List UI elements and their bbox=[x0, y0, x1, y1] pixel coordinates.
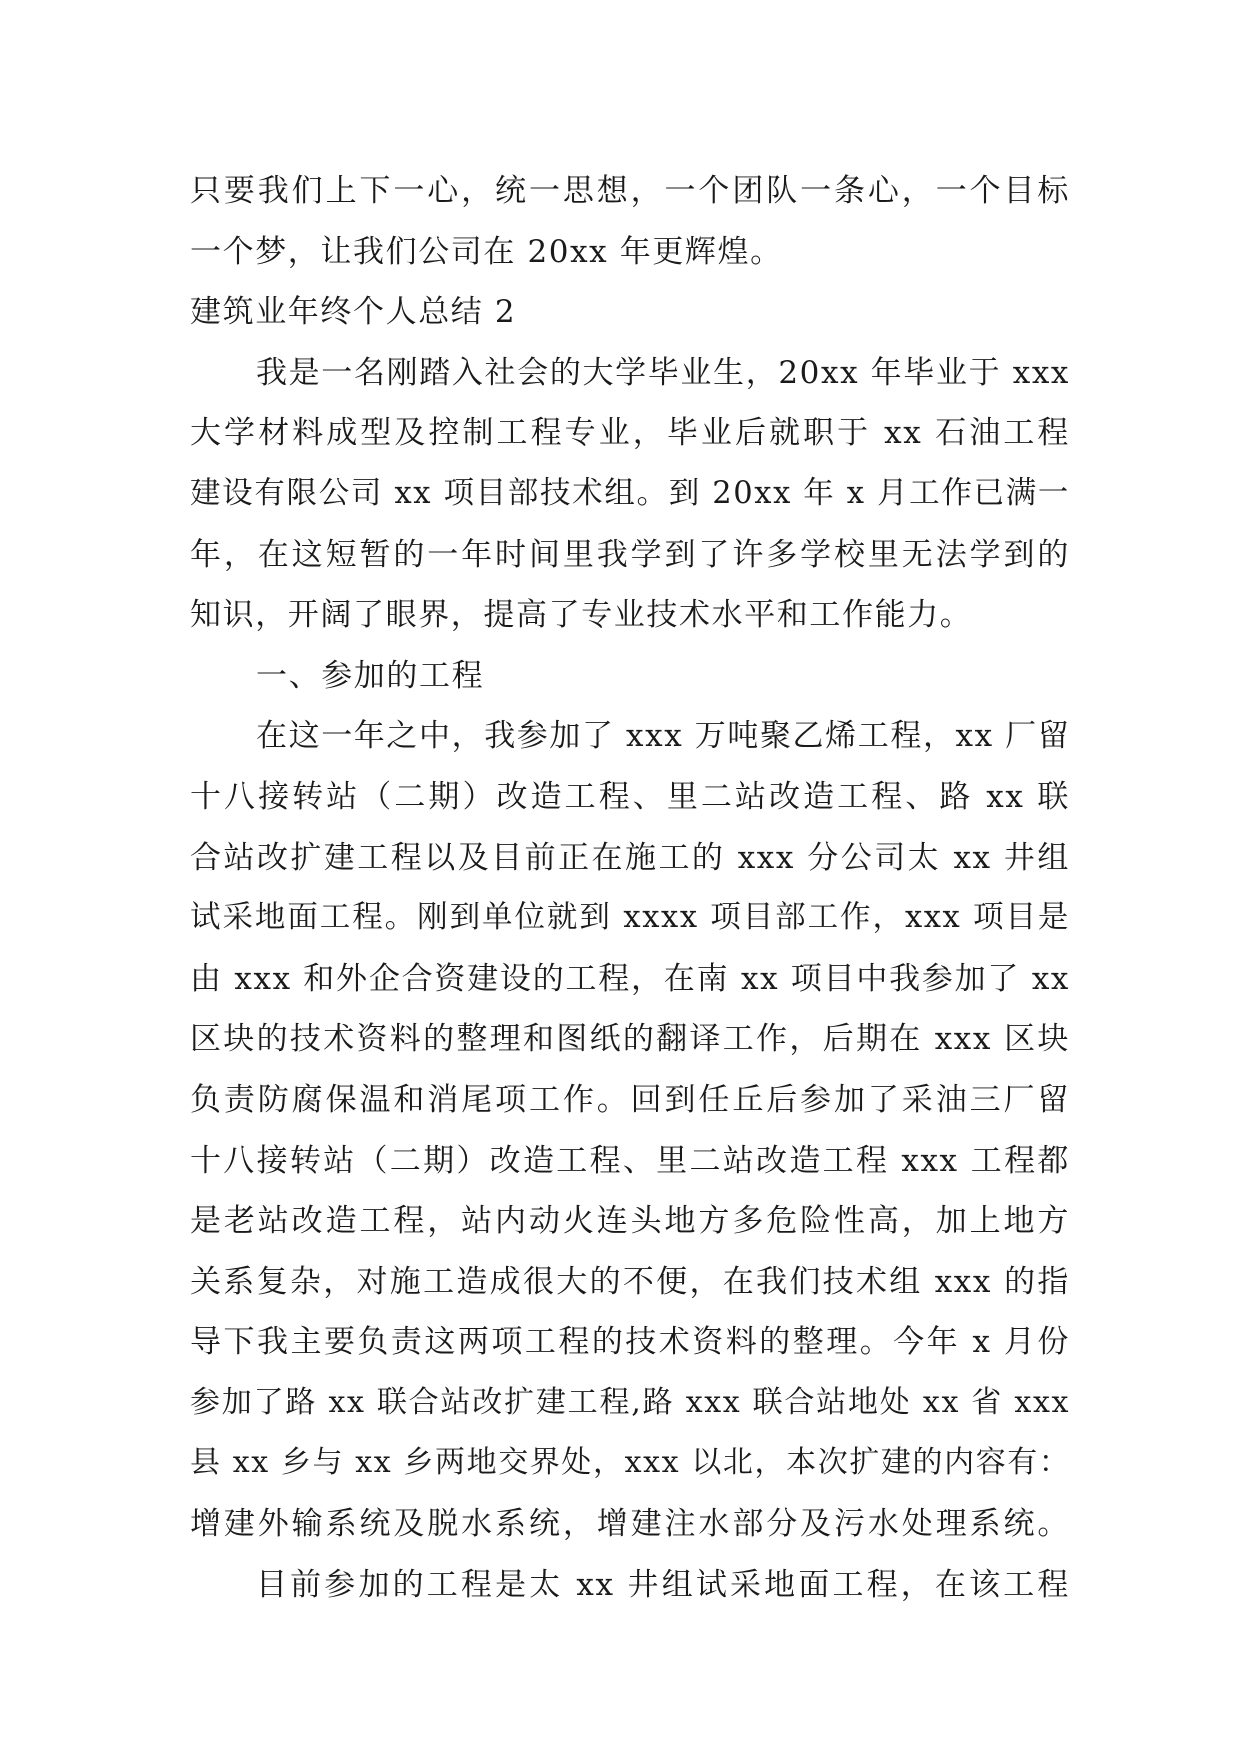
text-line: 参加了路 xx 联合站改扩建工程,路 xxx 联合站地处 xx 省 xxx bbox=[190, 1384, 1070, 1420]
text-line: 知识，开阔了眼界，提高了专业技术水平和工作能力。 bbox=[190, 597, 973, 634]
text-line: 只要我们上下一心，统一思想，一个团队一条心，一个目标 bbox=[190, 173, 1070, 209]
text-line: 导下我主要负责这两项工程的技术资料的整理。今年 x 月份 bbox=[190, 1324, 1070, 1361]
text-line: 县 xx 乡与 xx 乡两地交界处，xxx 以北，本次扩建的内容有： bbox=[190, 1445, 1071, 1481]
text-line: 目前参加的工程是太 xx 井组试采地面工程，在该工程 bbox=[256, 1566, 1070, 1603]
body-text bbox=[190, 161, 1070, 1615]
text-line: 区块的技术资料的整理和图纸的翻译工作，后期在 xxx 区块 bbox=[190, 1021, 1070, 1058]
text-line: 合站改扩建工程以及目前正在施工的 xxx 分公司太 xx 井组 bbox=[190, 839, 1070, 876]
text-line: 十八接转站（二期）改造工程、里二站改造工程 xxx 工程都 bbox=[190, 1142, 1070, 1179]
text-line: 一个梦，让我们公司在 20xx 年更辉煌。 bbox=[190, 233, 783, 270]
text-line: 关系复杂，对施工造成很大的不便，在我们技术组 xxx 的指 bbox=[190, 1263, 1070, 1300]
text-line: 大学材料成型及控制工程专业，毕业后就职于 xx 石油工程 bbox=[190, 415, 1070, 452]
text-line: 建设有限公司 xx 项目部技术组。到 20xx 年 x 月工作已满一 bbox=[190, 475, 1070, 511]
text-line: 负责防腐保温和消尾项工作。回到任丘后参加了采油三厂留 bbox=[190, 1081, 1070, 1118]
text-line: 我是一名刚踏入社会的大学毕业生，20xx 年毕业于 xxx bbox=[256, 354, 1070, 391]
text-line: 年，在这短暂的一年时间里我学到了许多学校里无法学到的 bbox=[190, 536, 1070, 573]
text-line: 是老站改造工程，站内动火连头地方多危险性高，加上地方 bbox=[190, 1203, 1070, 1240]
section-heading: 建筑业年终个人总结 2 bbox=[190, 294, 517, 331]
text-line: 试采地面工程。刚到单位就到 xxxx 项目部工作，xxx 项目是 bbox=[190, 900, 1070, 936]
text-line: 一、参加的工程 bbox=[256, 657, 485, 694]
text-line: 在这一年之中，我参加了 xxx 万吨聚乙烯工程，xx 厂留 bbox=[256, 718, 1071, 755]
text-line: 增建外输系统及脱水系统，增建注水部分及污水处理系统。 bbox=[190, 1506, 1070, 1543]
text-line: 由 xxx 和外企合资建设的工程，在南 xx 项目中我参加了 xx bbox=[190, 960, 1070, 997]
text-line: 十八接转站（二期）改造工程、里二站改造工程、路 xx 联 bbox=[190, 778, 1070, 815]
